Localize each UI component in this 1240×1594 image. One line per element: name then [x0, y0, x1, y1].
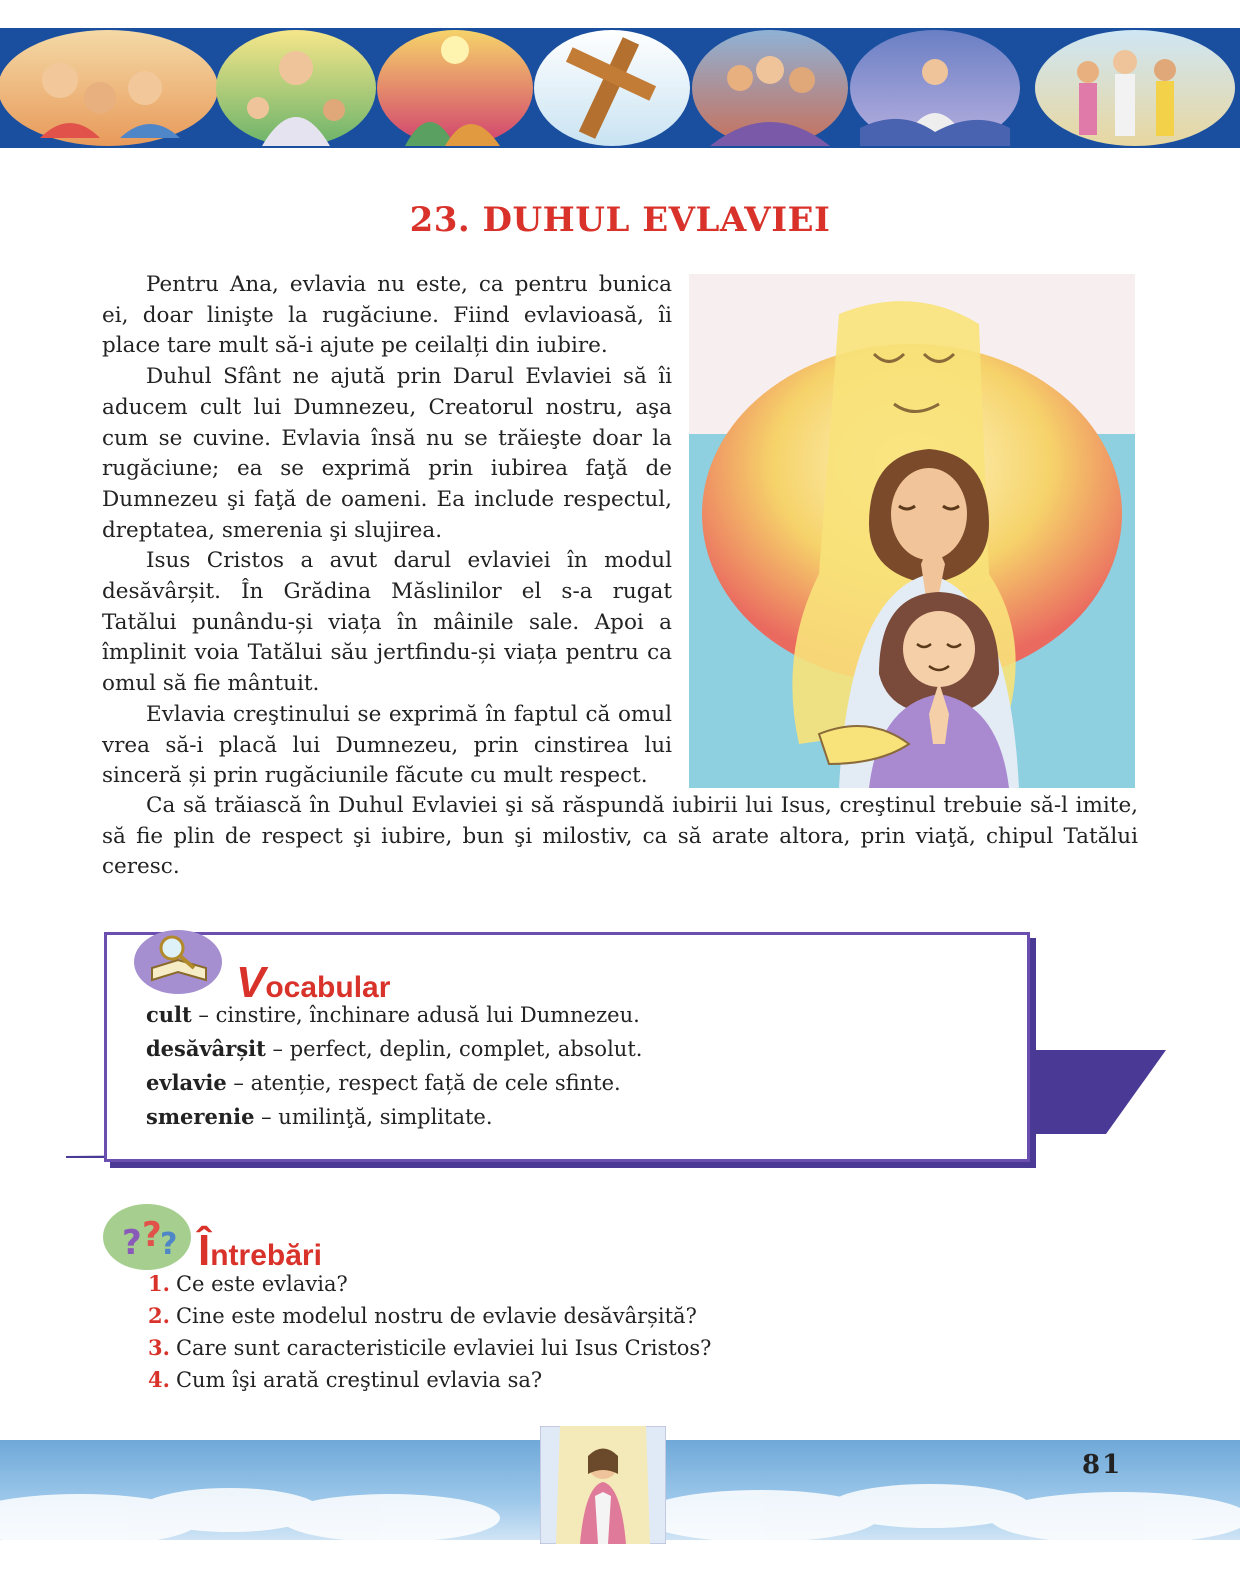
vocabulary-list: [146, 998, 642, 1134]
vocabulary-definition: cinstire, închinare adusă lui Dumnezeu.: [215, 1003, 640, 1027]
lesson-text-column: [102, 270, 672, 792]
vocabulary-section: [66, 924, 1186, 1174]
vocabulary-item: [146, 1100, 642, 1134]
vocabulary-separator: –: [191, 1003, 216, 1027]
question-item: [148, 1364, 711, 1396]
paragraph: Evlavia creştinului se exprimă în faptul că omul vrea să-i placă lui Dumnezeu, prin cinstirea lui sinceră și prin rugăciunile făcute cu mult respect.: [102, 701, 672, 789]
question-item: [148, 1332, 711, 1364]
question-text: Cum îşi arată creştinul evlavia sa?: [175, 1368, 543, 1392]
vocabulary-definition: perfect, deplin, complet, absolut.: [289, 1037, 643, 1061]
vocabulary-definition: atenție, respect față de cele sfinte.: [250, 1071, 621, 1095]
heading-rest: ocabular: [265, 971, 391, 1004]
storm-on-sea-icon: [850, 30, 1020, 146]
question-text: Care sunt caracteristicile evlaviei lui Isus Cristos?: [175, 1336, 712, 1360]
page-number: 81: [1082, 1450, 1123, 1480]
heading-rest: ntrebări: [210, 1239, 322, 1272]
question-marks-icon: [102, 1202, 192, 1272]
crowd-praying-icon: [377, 30, 533, 146]
heading-initial: Î: [198, 1226, 211, 1275]
last-supper-icon: [692, 30, 848, 146]
question-item: [148, 1268, 711, 1300]
svg-text:?: ?: [142, 1215, 162, 1255]
group-of-people-icon: [0, 30, 218, 146]
vocabulary-term: evlavie: [146, 1070, 227, 1095]
vocabulary-term: desăvârșit: [146, 1036, 266, 1061]
vocabulary-definition: umilinţă, simplitate.: [278, 1105, 493, 1129]
vocabulary-item: [146, 1032, 642, 1066]
vocabulary-item: [146, 1066, 642, 1100]
question-text: Ce este evlavia?: [175, 1272, 348, 1296]
banner-illustrations: [0, 28, 1240, 148]
top-banner: [0, 28, 1240, 148]
jesus-in-heaven-icon: [540, 1426, 666, 1544]
vocabulary-item: [146, 998, 642, 1032]
jesus-walking-icon: [1035, 30, 1235, 146]
page-title: 23. DUHUL EVLAVIEI: [409, 200, 831, 240]
question-text: Cine este modelul nostru de evlavie desăvârșită?: [175, 1304, 697, 1328]
heading-initial: V: [236, 958, 266, 1007]
paragraph: Duhul Sfânt ne ajută prin Darul Evlaviei să îi aducem cult lui Dumnezeu, Creatorul nostru, aşa cum se cuvine. Evlavia însă nu se trăieşte doar la rugăciune; ea se exprimă prin iubirea faţă de Dumnezeu şi faţă de oameni. Ea include respectul, dreptatea, smerenia şi slujirea.: [102, 364, 672, 543]
questions-list: [148, 1268, 711, 1396]
vocabulary-term: smerenie: [146, 1104, 255, 1129]
paragraph: Ca să trăiască în Duhul Evlaviei şi să răspundă iubirii lui Isus, creştinul trebuie să-l imite, să fie plin de respect şi iubire, bun şi milostiv, ca să arate altora, prin viaţă, chipul Tatălui ceresc.: [102, 793, 1138, 880]
jesus-with-children-icon: [216, 30, 376, 146]
paragraph: Pentru Ana, evlavia nu este, ca pentru bunica ei, doar linişte la rugăciune. Fiind evlavioasă, îi place tare mult să-i ajute pe ceilalți din iubire.: [102, 272, 672, 359]
paragraph: Isus Cristos a avut darul evlaviei în modul desăvârșit. În Grădina Măslinilor el s-a rugat Tatălui punându-și viața în mâinile sale. Apoi a împlinit voia Tatălui său jertfindu-și viața pentru ca omul să fie mântuit.: [102, 548, 672, 697]
svg-text:?: ?: [160, 1227, 178, 1262]
cross-icon: [534, 30, 690, 146]
vocabulary-separator: –: [254, 1105, 279, 1129]
svg-text:?: ?: [122, 1223, 142, 1263]
vocabulary-separator: –: [226, 1071, 251, 1095]
question-number: 4.: [148, 1367, 170, 1392]
question-number: 2.: [148, 1303, 170, 1328]
open-book-magnifier-icon: [132, 924, 226, 996]
question-number: 3.: [148, 1335, 170, 1360]
praying-girl-with-jesus-icon: [689, 274, 1135, 788]
question-number: 1.: [148, 1271, 170, 1296]
vocabulary-separator: –: [265, 1037, 290, 1061]
question-item: [148, 1300, 711, 1332]
vocabulary-term: cult: [146, 1002, 192, 1027]
lesson-text-full: [102, 791, 1138, 883]
